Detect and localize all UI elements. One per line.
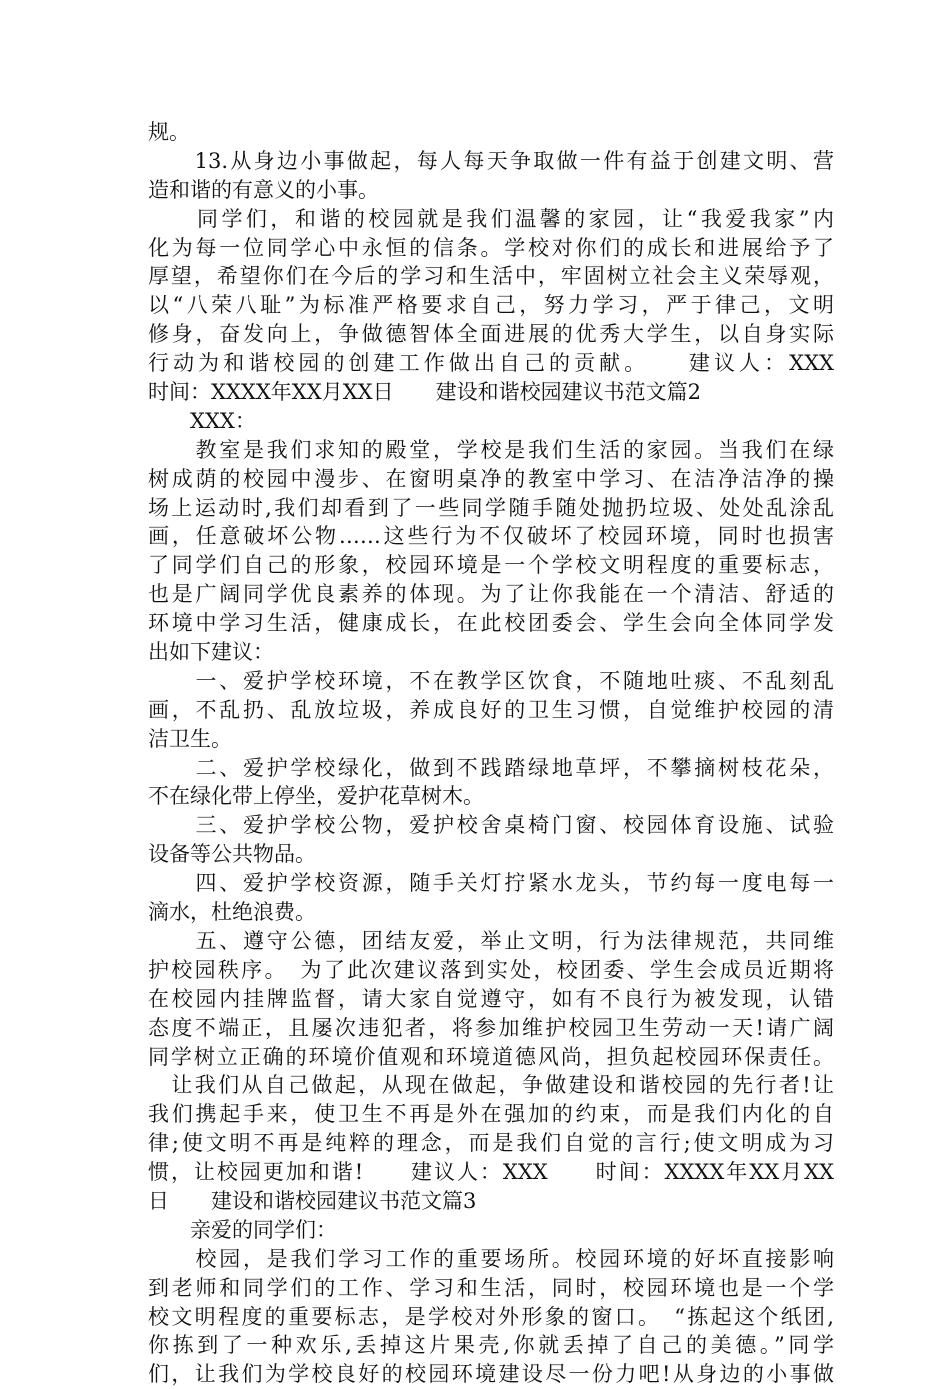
text-line: 行动为和谐校园的创建工作做出自己的贡献。 建议人：XXX: [148, 351, 834, 376]
text-line: 修身，奋发向上，争做德智体全面进展的优秀大学生，以自身实际: [148, 322, 834, 347]
text-line: 出如下建议：: [148, 640, 274, 665]
text-line: 同学树立正确的环境价值观和环境道德风尚，担负起校园环保责任。: [148, 1044, 834, 1069]
text-line: 环境中学习生活，健康成长，在此校团委会、学生会向全体同学发: [148, 611, 834, 636]
text-line: 二、爱护学校绿化，做到不践踏绿地草坪，不攀摘树枝花朵，: [148, 755, 834, 780]
text-line: 规。: [148, 120, 190, 144]
text-line: XXX：: [148, 408, 256, 433]
text-line: 以“八荣八耻”为标准严格要求自己，努力学习，严于律己，文明: [148, 293, 834, 318]
text-line: 校文明程度的重要标志，是学校对外形象的窗口。 “拣起这个纸团,: [148, 1304, 834, 1329]
text-line: 日 建设和谐校园建议书范文篇3: [148, 1188, 477, 1213]
text-line: 画，任意破坏公物……这些行为不仅破坏了校园环境，同时也损害: [148, 524, 834, 549]
text-line: 化为每一位同学心中永恒的信条。学校对你们的成长和进展给予了: [148, 235, 834, 260]
text-line: 时间：XXXX年XX月XX日 建设和谐校园建议书范文篇2: [148, 380, 701, 405]
text-line: 一、爱护学校环境，不在教学区饮食，不随地吐痰、不乱刻乱: [148, 668, 834, 693]
text-line: 树成荫的校园中漫步、在窗明桌净的教室中学习、在洁净洁净的操: [148, 466, 834, 491]
text-line: 态度不端正，且屡次违犯者，将参加维护校园卫生劳动一天!请广阔: [148, 1015, 834, 1040]
text-line: 三、爱护学校公物，爱护校舍桌椅门窗、校园体育设施、试验: [148, 813, 834, 838]
text-line: 了同学们自己的形象，校园环境是一个学校文明程度的重要标志，: [148, 553, 834, 578]
text-line: 厚望，希望你们在今后的学习和生活中，牢固树立社会主义荣辱观，: [148, 264, 834, 289]
text-line: 亲爱的同学们：: [148, 1217, 337, 1242]
text-line: 惯，让校园更加和谐! 建议人：XXX 时间：XXXX年XX月XX: [148, 1160, 834, 1185]
text-line: 在校园内挂牌监督，请大家自觉遵守，如有不良行为被发现，认错: [148, 986, 834, 1011]
text-line: 不在绿化带上停坐，爱护花草树木。: [148, 784, 484, 809]
text-line: 护校园秩序。 为了此次建议落到实处，校团委、学生会成员近期将: [148, 957, 834, 982]
text-line: 你拣到了一种欢乐,丢掉这片果壳,你就丢掉了自己的美德。”同学: [148, 1333, 834, 1358]
text-line: 画，不乱扔、乱放垃圾，养成良好的卫生习惯，自觉维护校园的清: [148, 697, 834, 722]
text-line: 13.从身边小事做起，每人每天争取做一件有益于创建文明、营: [148, 148, 834, 173]
text-line: 们，让我们为学校良好的校园环境建设尽一份力吧!从身边的小事做: [148, 1362, 834, 1387]
text-line: 教室是我们求知的殿堂，学校是我们生活的家园。当我们在绿: [148, 437, 834, 462]
text-line: 律;使文明不再是纯粹的理念，而是我们自觉的言行;使文明成为习: [148, 1131, 834, 1156]
text-line: 场上运动时,我们却看到了一些同学随手随处抛扔垃圾、处处乱涂乱: [148, 495, 834, 520]
text-line: 四、爱护学校资源，随手关灯拧紧水龙头，节约每一度电每一: [148, 871, 834, 896]
text-line: 让我们从自己做起，从现在做起，争做建设和谐校园的先行者!让: [148, 1073, 834, 1098]
text-line: 洁卫生。: [148, 726, 232, 751]
document-body: [148, 118, 834, 1389]
text-line: 同学们，和谐的校园就是我们温馨的家园，让“我爱我家”内: [148, 206, 834, 231]
text-line: 设备等公共物品。: [148, 842, 316, 867]
text-line: 滴水，杜绝浪费。: [148, 900, 316, 925]
text-line: 我们携起手来，使卫生不再是外在强加的约束，而是我们内化的自: [148, 1102, 834, 1127]
text-line: 到老师和同学们的工作、学习和生活，同时，校园环境也是一个学: [148, 1275, 834, 1300]
text-line: 五、遵守公德，团结友爱，举止文明，行为法律规范，共同维: [148, 928, 834, 953]
text-line: 校园，是我们学习工作的重要场所。校园环境的好坏直接影响: [148, 1246, 834, 1271]
text-line: 造和谐的有意义的小事。: [148, 177, 379, 202]
text-line: 也是广阔同学优良素养的体现。为了让你我能在一个清洁、舒适的: [148, 582, 834, 607]
